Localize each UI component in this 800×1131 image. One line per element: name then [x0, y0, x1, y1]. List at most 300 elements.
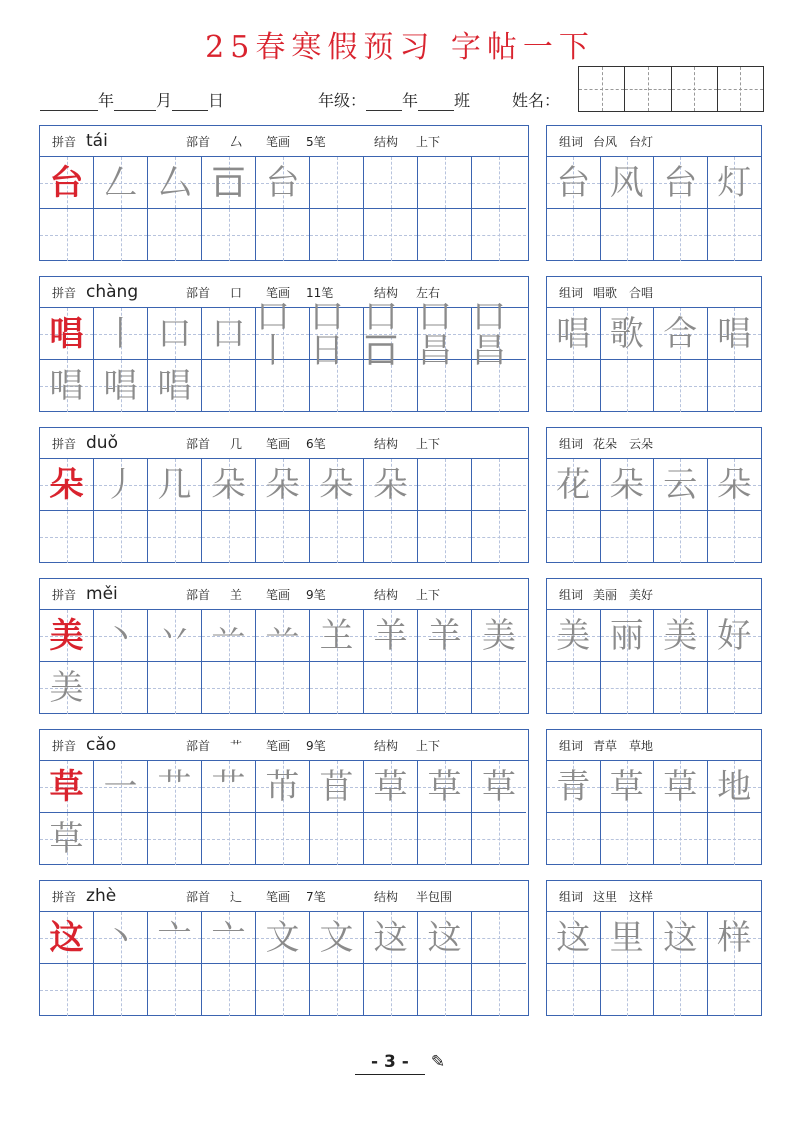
practice-cell[interactable]: [418, 912, 472, 964]
practice-cell[interactable]: [148, 912, 202, 964]
practice-cell[interactable]: [40, 761, 94, 813]
word-cell[interactable]: [547, 610, 601, 662]
character-block: [39, 427, 529, 563]
words-value: 青草 草地: [593, 738, 654, 753]
year-blank[interactable]: [40, 92, 98, 111]
practice-cell[interactable]: [94, 157, 148, 209]
stroke-step-character: 𠃋: [103, 162, 138, 203]
practice-cell[interactable]: [256, 209, 310, 261]
practice-cell[interactable]: [202, 308, 256, 360]
practice-cell[interactable]: [202, 360, 256, 412]
practice-cell[interactable]: [472, 761, 526, 813]
words-value: 这里 这样: [593, 889, 654, 904]
radical-value: 艹: [230, 738, 243, 753]
practice-cell[interactable]: [94, 511, 148, 563]
stroke-grid: [40, 912, 528, 1016]
word-character: 灯: [717, 162, 752, 203]
stroke-step-character: 草: [49, 819, 84, 859]
word-info: [547, 277, 761, 308]
month-blank[interactable]: [114, 92, 156, 111]
name-box[interactable]: [718, 67, 763, 111]
practice-cell[interactable]: [364, 912, 418, 964]
word-cell[interactable]: [654, 964, 708, 1016]
word-cell[interactable]: [654, 209, 708, 261]
word-info: [547, 428, 761, 459]
word-block: [546, 427, 762, 563]
day-label: 日: [208, 91, 225, 110]
stroke-grid: [40, 296, 528, 412]
practice-cell[interactable]: [256, 610, 310, 662]
structure-label: 结构: [374, 285, 399, 300]
practice-cell[interactable]: [310, 157, 364, 209]
word-character: 草: [609, 766, 644, 807]
name-box[interactable]: [579, 67, 625, 111]
practice-cell[interactable]: [40, 813, 94, 865]
character-block: [39, 729, 529, 865]
word-character: 美: [663, 615, 698, 656]
stroke-grid: [40, 610, 528, 714]
word-cell[interactable]: [654, 360, 708, 412]
practice-cell[interactable]: [202, 209, 256, 261]
word-grid: [547, 610, 761, 714]
practice-cell[interactable]: [40, 511, 94, 563]
word-grid: [547, 761, 761, 865]
word-info: [547, 579, 761, 610]
stroke-step-character: 草: [482, 766, 516, 807]
practice-cell[interactable]: [202, 459, 256, 511]
word-character: 地: [717, 766, 752, 807]
practice-cell[interactable]: [364, 813, 418, 865]
stroke-step-character: 几: [157, 464, 192, 505]
practice-cell[interactable]: [472, 662, 526, 714]
practice-cell[interactable]: [94, 360, 148, 412]
word-cell[interactable]: [654, 511, 708, 563]
stroke-step-character: 口日: [310, 296, 344, 371]
practice-cell[interactable]: [310, 511, 364, 563]
practice-cell[interactable]: [364, 610, 418, 662]
radical-label: 部首: [186, 436, 211, 451]
stroke-step-character: 丷: [157, 615, 192, 656]
stroke-step-character: 一: [103, 766, 138, 807]
practice-cell[interactable]: [364, 459, 418, 511]
word-character: 朵: [609, 464, 644, 505]
practice-cell[interactable]: [472, 459, 526, 511]
practice-cell[interactable]: [202, 662, 256, 714]
stroke-step-character: 朵: [373, 464, 408, 505]
practice-cell[interactable]: [94, 912, 148, 964]
word-cell[interactable]: [708, 813, 762, 865]
stroke-step-character: 台: [265, 162, 300, 203]
word-cell[interactable]: [654, 459, 708, 511]
strokes-value: 7笔: [306, 889, 326, 904]
strokes-value: 6笔: [306, 436, 326, 451]
word-character: 唱: [717, 313, 752, 354]
stroke-step-character: 𦍌: [319, 615, 354, 656]
word-cell[interactable]: [547, 662, 601, 714]
model-character: 美: [49, 615, 84, 656]
character-info: [40, 881, 528, 912]
practice-cell[interactable]: [472, 511, 526, 563]
practice-cell[interactable]: [256, 511, 310, 563]
practice-cell[interactable]: [418, 209, 472, 261]
pinyin-label: 拼音: [52, 285, 77, 300]
structure-label: 结构: [374, 587, 399, 602]
stroke-step-character: 亠: [211, 917, 246, 958]
structure-label: 结构: [374, 738, 399, 753]
word-info: [547, 881, 761, 912]
word-cell[interactable]: [708, 459, 762, 511]
practice-cell[interactable]: [94, 308, 148, 360]
word-cell[interactable]: [547, 459, 601, 511]
structure-value: 左右: [416, 285, 441, 300]
structure-value: 上下: [416, 436, 441, 451]
practice-cell[interactable]: [40, 912, 94, 964]
month-label: 月: [156, 91, 173, 110]
name-box[interactable]: [625, 67, 671, 111]
stroke-step-character: 口丨: [256, 296, 290, 371]
practice-cell[interactable]: [310, 813, 364, 865]
word-cell[interactable]: [601, 813, 655, 865]
word-character: 里: [609, 917, 644, 958]
stroke-step-character: 口: [157, 313, 192, 354]
word-cell[interactable]: [547, 813, 601, 865]
grade-label: 年级：: [318, 91, 367, 110]
word-character: 台: [556, 162, 591, 203]
radical-value: 几: [230, 436, 243, 451]
practice-cell[interactable]: [202, 157, 256, 209]
word-cell[interactable]: [708, 964, 762, 1016]
practice-cell[interactable]: [364, 662, 418, 714]
practice-cell[interactable]: [148, 761, 202, 813]
stroke-step-character: 羊: [373, 615, 408, 656]
practice-cell[interactable]: [310, 964, 364, 1016]
stroke-grid: [40, 157, 528, 261]
radical-label: 部首: [186, 587, 211, 602]
stroke-step-character: 朵: [211, 464, 246, 505]
practice-cell[interactable]: [364, 209, 418, 261]
word-cell[interactable]: [601, 308, 655, 360]
strokes-value: 11笔: [306, 285, 334, 300]
stroke-step-character: 䒑: [211, 615, 246, 656]
radical-label: 部首: [186, 285, 211, 300]
practice-cell[interactable]: [40, 209, 94, 261]
strokes-value: 9笔: [306, 587, 326, 602]
strokes-label: 笔画: [266, 889, 291, 904]
practice-cell[interactable]: [418, 296, 472, 371]
practice-cell[interactable]: [40, 610, 94, 662]
practice-cell[interactable]: [310, 761, 364, 813]
practice-cell[interactable]: [418, 157, 472, 209]
stroke-step-character: 丶: [103, 615, 138, 656]
words-label: 组词: [559, 436, 584, 451]
word-cell[interactable]: [547, 360, 601, 412]
word-grid: [547, 308, 761, 412]
word-grid: [547, 912, 761, 1016]
practice-cell[interactable]: [94, 761, 148, 813]
stroke-step-character: 唱: [157, 366, 192, 406]
word-cell[interactable]: [601, 761, 655, 813]
practice-cell[interactable]: [256, 813, 310, 865]
word-cell[interactable]: [601, 360, 655, 412]
practice-cell[interactable]: [310, 296, 364, 371]
stroke-step-character: 䒑: [265, 615, 300, 656]
word-block: [546, 880, 762, 1016]
stroke-step-character: 丨: [103, 313, 138, 354]
stroke-step-character: 亠: [157, 917, 192, 958]
word-cell[interactable]: [708, 511, 762, 563]
word-cell[interactable]: [601, 964, 655, 1016]
word-cell[interactable]: [601, 459, 655, 511]
words-label: 组词: [559, 587, 584, 602]
practice-cell[interactable]: [148, 209, 202, 261]
word-cell[interactable]: [654, 813, 708, 865]
practice-cell[interactable]: [418, 813, 472, 865]
practice-cell[interactable]: [364, 964, 418, 1016]
stroke-step-character: 文: [319, 917, 354, 958]
practice-cell[interactable]: [202, 813, 256, 865]
word-character: 台: [663, 162, 698, 203]
practice-cell[interactable]: [418, 761, 472, 813]
stroke-step-character: 口: [211, 313, 246, 354]
practice-cell[interactable]: [256, 296, 310, 371]
name-box[interactable]: [672, 67, 718, 111]
word-character: 美: [556, 615, 591, 656]
radical-value: 口: [230, 285, 243, 300]
word-cell[interactable]: [601, 662, 655, 714]
model-character: 台: [49, 162, 84, 203]
radical-label: 部首: [186, 889, 211, 904]
stroke-step-character: 草: [427, 766, 462, 807]
stroke-step-character: 唱: [49, 366, 84, 406]
practice-cell[interactable]: [364, 296, 418, 371]
word-character: 云: [663, 464, 698, 505]
stroke-step-character: 这: [427, 917, 462, 958]
practice-cell[interactable]: [148, 610, 202, 662]
practice-cell[interactable]: [94, 610, 148, 662]
practice-cell[interactable]: [202, 610, 256, 662]
radical-value: 𦍌: [230, 587, 243, 602]
practice-cell[interactable]: [364, 761, 418, 813]
practice-cell[interactable]: [202, 511, 256, 563]
practice-cell[interactable]: [364, 157, 418, 209]
practice-cell[interactable]: [148, 511, 202, 563]
practice-cell[interactable]: [148, 459, 202, 511]
word-cell[interactable]: [601, 157, 655, 209]
stroke-step-character: 艹: [157, 766, 192, 807]
practice-cell[interactable]: [472, 209, 526, 261]
practice-cell[interactable]: [40, 308, 94, 360]
practice-cell[interactable]: [94, 459, 148, 511]
pinyin-label: 拼音: [52, 738, 77, 753]
practice-cell[interactable]: [310, 662, 364, 714]
model-character: 唱: [49, 313, 84, 354]
word-character: 花: [556, 464, 591, 505]
page-title: 25春寒假预习 字帖一下: [205, 30, 595, 65]
class-blank[interactable]: [418, 92, 454, 111]
word-character: 样: [717, 917, 752, 958]
pinyin-value: měi: [86, 584, 118, 604]
practice-cell[interactable]: [202, 912, 256, 964]
pinyin-value: duǒ: [86, 433, 118, 453]
practice-cell[interactable]: [256, 761, 310, 813]
practice-cell[interactable]: [472, 610, 526, 662]
word-cell[interactable]: [601, 912, 655, 964]
practice-cell[interactable]: [94, 813, 148, 865]
character-info: [40, 428, 528, 459]
stroke-step-character: 文: [265, 917, 300, 958]
practice-cell[interactable]: [202, 761, 256, 813]
model-character: 这: [49, 917, 84, 958]
structure-value: 上下: [416, 587, 441, 602]
practice-cell[interactable]: [256, 662, 310, 714]
grade-blank[interactable]: [366, 92, 402, 111]
practice-cell[interactable]: [256, 459, 310, 511]
year-label: 年: [98, 91, 115, 110]
practice-cell[interactable]: [148, 813, 202, 865]
word-cell[interactable]: [547, 964, 601, 1016]
character-info: [40, 126, 528, 157]
character-block: [39, 276, 529, 412]
practice-cell[interactable]: [472, 296, 526, 371]
word-cell[interactable]: [708, 209, 762, 261]
word-cell[interactable]: [547, 511, 601, 563]
word-cell[interactable]: [654, 308, 708, 360]
practice-cell[interactable]: [256, 157, 310, 209]
strokes-label: 笔画: [266, 587, 291, 602]
radical-value: 厶: [230, 134, 243, 149]
word-cell[interactable]: [547, 912, 601, 964]
word-character: 丽: [609, 615, 644, 656]
stroke-step-character: 厶: [157, 162, 192, 203]
name-label: 姓名：: [512, 91, 561, 110]
practice-cell[interactable]: [256, 912, 310, 964]
practice-cell[interactable]: [148, 360, 202, 412]
practice-cell[interactable]: [148, 157, 202, 209]
words-value: 花朵 云朵: [593, 436, 654, 451]
practice-cell[interactable]: [256, 964, 310, 1016]
pinyin-label: 拼音: [52, 587, 77, 602]
word-cell[interactable]: [547, 157, 601, 209]
word-cell[interactable]: [708, 761, 762, 813]
name-boxes[interactable]: [578, 66, 764, 112]
stroke-step-character: 苜: [319, 766, 354, 807]
word-character: 这: [556, 917, 591, 958]
word-block: [546, 578, 762, 714]
practice-cell[interactable]: [94, 209, 148, 261]
word-cell[interactable]: [708, 360, 762, 412]
pinyin-value: zhè: [86, 886, 117, 906]
word-cell[interactable]: [547, 209, 601, 261]
word-cell[interactable]: [708, 610, 762, 662]
practice-cell[interactable]: [40, 157, 94, 209]
word-cell[interactable]: [654, 761, 708, 813]
practice-cell[interactable]: [472, 964, 526, 1016]
practice-cell[interactable]: [418, 964, 472, 1016]
word-character: 唱: [556, 313, 591, 354]
model-character: 草: [49, 766, 84, 807]
practice-cell[interactable]: [310, 610, 364, 662]
stroke-step-character: 口昌: [472, 296, 506, 371]
practice-cell[interactable]: [310, 912, 364, 964]
practice-cell[interactable]: [364, 511, 418, 563]
practice-cell[interactable]: [202, 964, 256, 1016]
practice-cell[interactable]: [40, 964, 94, 1016]
stroke-step-character: 朵: [265, 464, 300, 505]
word-character: 歌: [609, 313, 644, 354]
words-label: 组词: [559, 285, 584, 300]
word-info: [547, 730, 761, 761]
stroke-step-character: 艹: [211, 766, 246, 807]
word-character: 这: [663, 917, 698, 958]
word-character: 好: [717, 615, 752, 656]
word-cell[interactable]: [547, 308, 601, 360]
practice-cell[interactable]: [418, 511, 472, 563]
practice-cell[interactable]: [418, 610, 472, 662]
stroke-step-character: 朵: [319, 464, 354, 505]
word-character: 合: [663, 313, 698, 354]
practice-cell[interactable]: [472, 912, 526, 964]
practice-cell[interactable]: [472, 813, 526, 865]
practice-cell[interactable]: [418, 459, 472, 511]
pinyin-value: tái: [86, 131, 108, 151]
word-block: [546, 125, 762, 261]
strokes-value: 9笔: [306, 738, 326, 753]
practice-cell[interactable]: [94, 662, 148, 714]
word-cell[interactable]: [708, 662, 762, 714]
word-cell[interactable]: [708, 912, 762, 964]
words-value: 唱歌 合唱: [593, 285, 654, 300]
stroke-step-character: 草: [373, 766, 408, 807]
practice-cell[interactable]: [310, 459, 364, 511]
practice-cell[interactable]: [94, 964, 148, 1016]
structure-value: 半包围: [416, 889, 453, 904]
practice-cell[interactable]: [148, 662, 202, 714]
word-cell[interactable]: [708, 308, 762, 360]
structure-value: 上下: [416, 134, 441, 149]
word-cell[interactable]: [654, 157, 708, 209]
word-cell[interactable]: [708, 157, 762, 209]
word-cell[interactable]: [654, 662, 708, 714]
stroke-step-character: 𠮛: [211, 162, 246, 203]
words-value: 美丽 美好: [593, 587, 654, 602]
word-cell[interactable]: [601, 610, 655, 662]
word-character: 风: [609, 162, 644, 203]
stroke-step-character: 丶: [103, 917, 138, 958]
practice-cell[interactable]: [40, 459, 94, 511]
words-label: 组词: [559, 889, 584, 904]
word-cell[interactable]: [547, 761, 601, 813]
word-cell[interactable]: [601, 511, 655, 563]
practice-cell[interactable]: [40, 360, 94, 412]
word-cell[interactable]: [601, 209, 655, 261]
practice-cell[interactable]: [40, 662, 94, 714]
character-info: [40, 579, 528, 610]
strokes-label: 笔画: [266, 134, 291, 149]
structure-label: 结构: [374, 436, 399, 451]
strokes-label: 笔画: [266, 436, 291, 451]
word-info: [547, 126, 761, 157]
practice-cell[interactable]: [472, 157, 526, 209]
practice-cell[interactable]: [418, 662, 472, 714]
practice-cell[interactable]: [148, 308, 202, 360]
word-cell[interactable]: [654, 912, 708, 964]
practice-cell[interactable]: [310, 209, 364, 261]
day-blank[interactable]: [172, 92, 208, 111]
practice-cell[interactable]: [148, 964, 202, 1016]
pinyin-value: chàng: [86, 282, 139, 302]
word-cell[interactable]: [654, 610, 708, 662]
words-value: 台风 台灯: [593, 134, 654, 149]
